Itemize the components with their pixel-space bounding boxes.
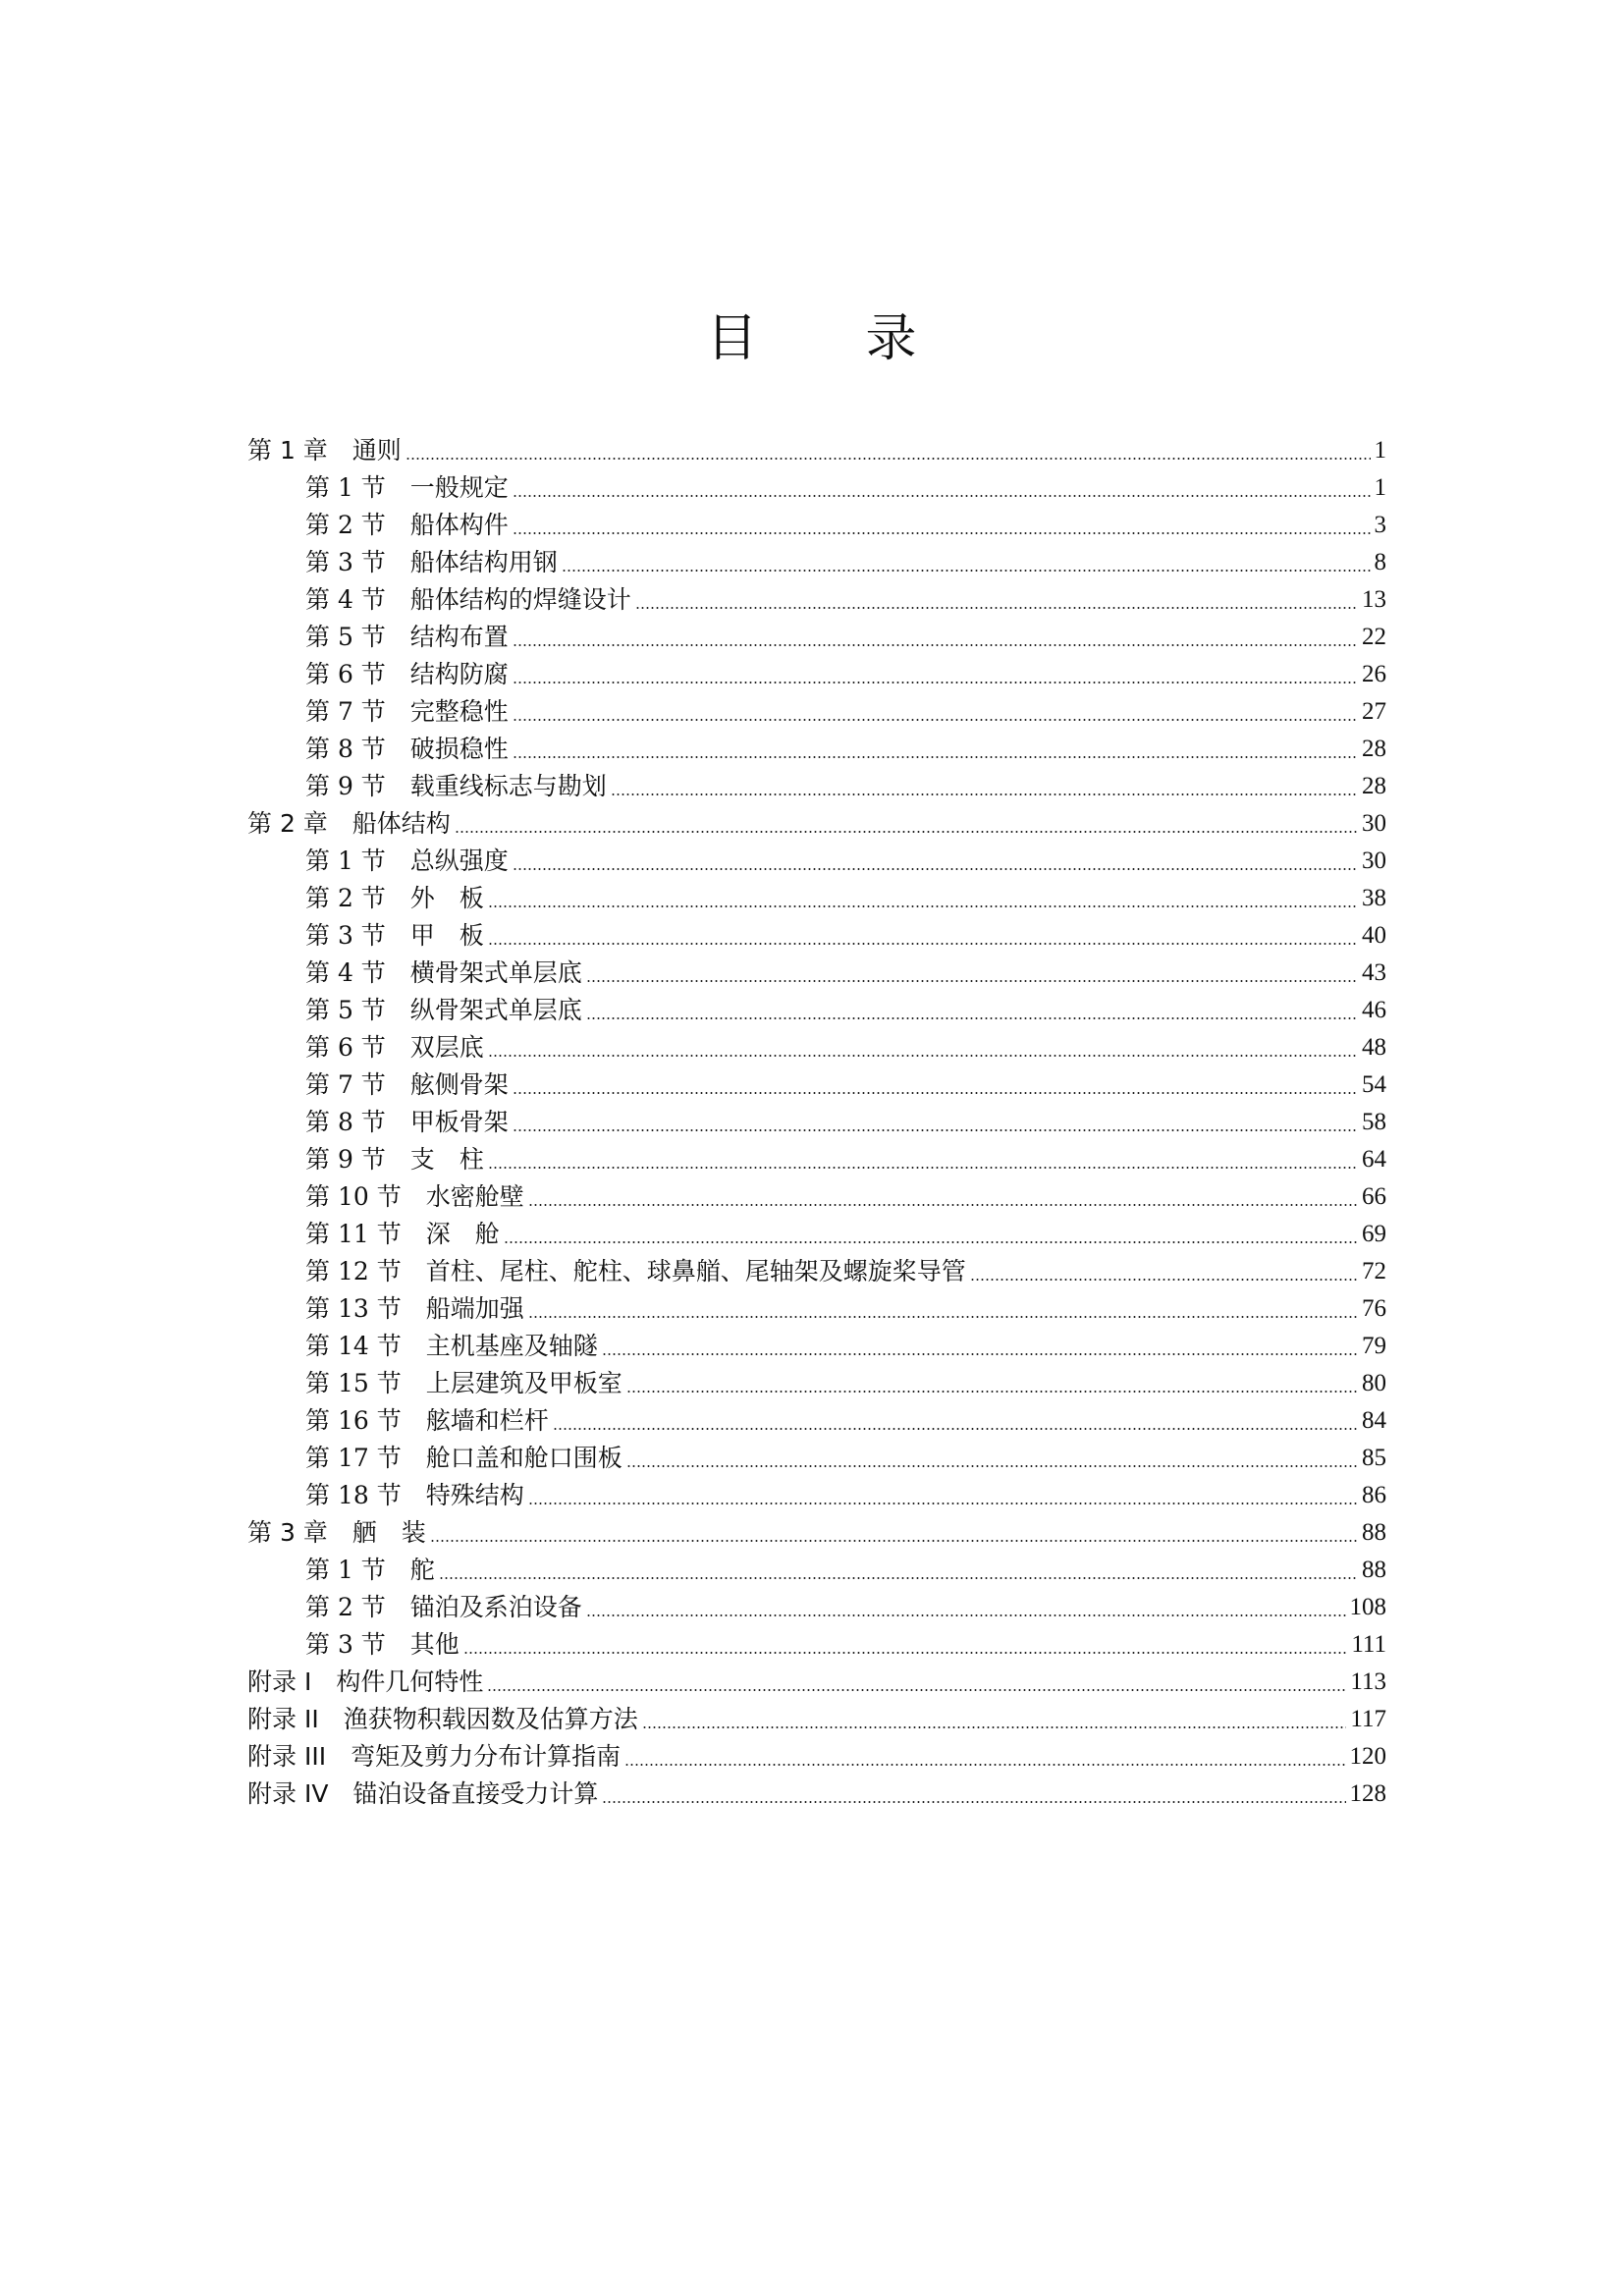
toc-section-entry[interactable] xyxy=(247,1552,1386,1589)
dot-leader xyxy=(430,1540,1358,1542)
toc-entry-label: 第 2 节 锚泊及系泊设备 xyxy=(305,1593,582,1621)
dot-leader xyxy=(611,793,1358,795)
toc-entry-label: 第 6 节 双层底 xyxy=(305,1033,484,1062)
toc-entry-label: 第 8 节 破损稳性 xyxy=(305,735,509,763)
toc-section-entry[interactable] xyxy=(247,619,1386,656)
toc-entry-label: 第 1 节 总纵强度 xyxy=(305,847,509,875)
toc-entry-label: 第 11 节 深 舱 xyxy=(305,1220,500,1248)
toc-section-entry[interactable] xyxy=(247,469,1386,507)
toc-entry-page-number: 30 xyxy=(1362,847,1386,874)
toc-entry-label: 第 2 节 外 板 xyxy=(305,884,484,912)
toc-entry-label: 第 15 节 上层建筑及甲板室 xyxy=(305,1369,622,1397)
toc-entry-label: 附录 IV 锚泊设备直接受力计算 xyxy=(247,1779,599,1808)
toc-chapter-entry[interactable] xyxy=(247,1738,1386,1776)
toc-section-entry[interactable] xyxy=(247,1290,1386,1328)
dot-leader xyxy=(513,532,1371,534)
toc-entry-label: 第 17 节 舱口盖和舱口围板 xyxy=(305,1444,622,1472)
dot-leader xyxy=(528,1503,1358,1504)
title-char-2: 录 xyxy=(865,309,917,368)
toc-section-entry[interactable] xyxy=(247,507,1386,544)
toc-entry-page-number: 28 xyxy=(1362,736,1386,762)
dot-leader xyxy=(504,1241,1358,1243)
toc-entry-label: 附录 II 渔获物积载因数及估算方法 xyxy=(247,1705,638,1733)
toc-section-entry[interactable] xyxy=(247,1626,1386,1664)
toc-section-entry[interactable] xyxy=(247,544,1386,581)
dot-leader xyxy=(488,1055,1358,1057)
toc-entry-page-number: 40 xyxy=(1362,922,1386,949)
toc-entry-label: 第 8 节 甲板骨架 xyxy=(305,1108,509,1136)
dot-leader xyxy=(513,756,1358,758)
toc-entry-page-number: 69 xyxy=(1362,1221,1386,1247)
dot-leader xyxy=(626,1465,1358,1467)
toc-section-entry[interactable] xyxy=(247,1589,1386,1626)
table-of-contents xyxy=(247,432,1386,1813)
toc-entry-label: 第 1 节 舵 xyxy=(305,1556,435,1584)
dot-leader xyxy=(513,1092,1358,1094)
toc-entry-page-number: 8 xyxy=(1374,549,1386,575)
dot-leader xyxy=(624,1764,1345,1766)
toc-entry-label: 第 10 节 水密舱壁 xyxy=(305,1182,524,1211)
toc-entry-label: 第 3 节 船体结构用钢 xyxy=(305,548,558,576)
toc-entry-page-number: 64 xyxy=(1362,1146,1386,1173)
toc-entry-page-number: 22 xyxy=(1362,624,1386,650)
toc-entry-label: 第 7 节 完整稳性 xyxy=(305,697,509,726)
dot-leader xyxy=(513,495,1371,497)
toc-entry-page-number: 120 xyxy=(1349,1743,1386,1770)
toc-entry-page-number: 66 xyxy=(1362,1183,1386,1210)
toc-entry-label: 第 4 节 横骨架式单层底 xyxy=(305,958,582,987)
dot-leader xyxy=(528,1316,1358,1318)
toc-entry-page-number: 1 xyxy=(1374,474,1386,501)
toc-entry-label: 第 5 节 结构布置 xyxy=(305,623,509,651)
toc-section-entry[interactable] xyxy=(247,1253,1386,1290)
dot-leader xyxy=(513,868,1358,870)
toc-entry-label: 第 3 节 甲 板 xyxy=(305,921,484,950)
toc-chapter-entry[interactable] xyxy=(247,1514,1386,1552)
toc-section-entry[interactable] xyxy=(247,955,1386,992)
toc-entry-label: 第 6 节 结构防腐 xyxy=(305,660,509,688)
toc-entry-page-number: 72 xyxy=(1362,1258,1386,1285)
toc-section-entry[interactable] xyxy=(247,1328,1386,1365)
toc-entry-page-number: 85 xyxy=(1362,1445,1386,1471)
dot-leader xyxy=(553,1428,1358,1430)
toc-entry-label: 第 14 节 主机基座及轴隧 xyxy=(305,1332,598,1360)
toc-entry-label: 第 3 章 舾 装 xyxy=(247,1518,426,1547)
toc-section-entry[interactable] xyxy=(247,1216,1386,1253)
toc-section-entry[interactable] xyxy=(247,693,1386,731)
dot-leader xyxy=(513,644,1358,646)
toc-entry-label: 第 3 节 其他 xyxy=(305,1630,460,1659)
page-title xyxy=(0,300,1623,378)
toc-chapter-entry[interactable] xyxy=(247,1664,1386,1701)
toc-section-entry[interactable] xyxy=(247,1141,1386,1178)
toc-entry-label: 附录 III 弯矩及剪力分布计算指南 xyxy=(247,1742,622,1771)
toc-section-entry[interactable] xyxy=(247,1104,1386,1141)
dot-leader xyxy=(586,1017,1358,1019)
toc-section-entry[interactable] xyxy=(247,880,1386,917)
toc-section-entry[interactable] xyxy=(247,731,1386,768)
toc-section-entry[interactable] xyxy=(247,1402,1386,1440)
dot-leader xyxy=(626,1391,1358,1393)
dot-leader xyxy=(455,831,1358,833)
toc-section-entry[interactable] xyxy=(247,917,1386,955)
toc-entry-label: 第 18 节 特殊结构 xyxy=(305,1481,524,1509)
toc-entry-page-number: 26 xyxy=(1362,661,1386,687)
toc-chapter-entry[interactable] xyxy=(247,432,1386,469)
toc-entry-page-number: 54 xyxy=(1362,1071,1386,1098)
dot-leader xyxy=(439,1577,1358,1579)
toc-entry-label: 第 9 节 载重线标志与勘划 xyxy=(305,772,607,800)
toc-chapter-entry[interactable] xyxy=(247,1776,1386,1813)
dot-leader xyxy=(488,905,1358,907)
toc-entry-page-number: 46 xyxy=(1362,997,1386,1023)
dot-leader xyxy=(488,943,1358,945)
dot-leader xyxy=(602,1801,1345,1803)
toc-entry-label: 第 9 节 支 柱 xyxy=(305,1145,484,1174)
toc-entry-page-number: 27 xyxy=(1362,698,1386,725)
dot-leader xyxy=(586,980,1358,982)
dot-leader xyxy=(488,1167,1358,1169)
toc-section-entry[interactable] xyxy=(247,656,1386,693)
toc-entry-page-number: 38 xyxy=(1362,885,1386,911)
toc-section-entry[interactable] xyxy=(247,581,1386,619)
toc-section-entry[interactable] xyxy=(247,1440,1386,1477)
toc-section-entry[interactable] xyxy=(247,768,1386,805)
toc-entry-page-number: 76 xyxy=(1362,1295,1386,1322)
dot-leader xyxy=(487,1689,1346,1691)
toc-entry-page-number: 117 xyxy=(1350,1706,1386,1732)
dot-leader xyxy=(463,1652,1348,1654)
toc-section-entry[interactable] xyxy=(247,1029,1386,1066)
toc-entry-label: 第 1 章 通则 xyxy=(247,436,402,465)
toc-entry-label: 第 16 节 舷墙和栏杆 xyxy=(305,1406,549,1435)
toc-entry-label: 第 7 节 舷侧骨架 xyxy=(305,1070,509,1099)
toc-entry-page-number: 48 xyxy=(1362,1034,1386,1061)
dot-leader xyxy=(602,1353,1358,1355)
toc-entry-page-number: 43 xyxy=(1362,959,1386,986)
toc-entry-label: 第 12 节 首柱、尾柱、舵柱、球鼻艏、尾轴架及螺旋桨导管 xyxy=(305,1257,966,1285)
toc-entry-label: 第 13 节 船端加强 xyxy=(305,1294,524,1323)
dot-leader xyxy=(406,458,1371,460)
toc-entry-page-number: 86 xyxy=(1362,1482,1386,1508)
toc-entry-label: 第 2 章 船体结构 xyxy=(247,809,451,838)
dot-leader xyxy=(513,682,1358,683)
toc-entry-page-number: 30 xyxy=(1362,810,1386,837)
toc-chapter-entry[interactable] xyxy=(247,1701,1386,1738)
toc-entry-page-number: 3 xyxy=(1374,512,1386,538)
toc-entry-page-number: 111 xyxy=(1351,1631,1386,1658)
toc-entry-page-number: 28 xyxy=(1362,773,1386,799)
dot-leader xyxy=(528,1204,1358,1206)
dot-leader xyxy=(562,570,1371,572)
toc-entry-page-number: 13 xyxy=(1362,586,1386,613)
toc-entry-label: 第 1 节 一般规定 xyxy=(305,473,509,502)
toc-entry-label: 第 4 节 船体结构的焊缝设计 xyxy=(305,585,631,614)
toc-chapter-entry[interactable] xyxy=(247,805,1386,843)
dot-leader xyxy=(642,1726,1347,1728)
toc-section-entry[interactable] xyxy=(247,992,1386,1029)
toc-entry-page-number: 88 xyxy=(1362,1519,1386,1546)
toc-entry-page-number: 1 xyxy=(1374,437,1386,464)
dot-leader xyxy=(513,719,1358,721)
toc-section-entry[interactable] xyxy=(247,1066,1386,1104)
dot-leader xyxy=(586,1614,1346,1616)
dot-leader xyxy=(635,607,1358,609)
toc-section-entry[interactable] xyxy=(247,1477,1386,1514)
toc-entry-page-number: 84 xyxy=(1362,1407,1386,1434)
toc-entry-page-number: 58 xyxy=(1362,1109,1386,1135)
toc-entry-page-number: 79 xyxy=(1362,1333,1386,1359)
toc-entry-page-number: 113 xyxy=(1350,1668,1386,1695)
toc-entry-page-number: 108 xyxy=(1349,1594,1386,1620)
toc-section-entry[interactable] xyxy=(247,1365,1386,1402)
toc-entry-label: 附录 I 构件几何特性 xyxy=(247,1667,484,1696)
toc-entry-page-number: 80 xyxy=(1362,1370,1386,1396)
toc-entry-page-number: 128 xyxy=(1349,1780,1386,1807)
toc-section-entry[interactable] xyxy=(247,1178,1386,1216)
toc-entry-label: 第 5 节 纵骨架式单层底 xyxy=(305,996,582,1024)
title-char-1: 目 xyxy=(706,309,758,368)
dot-leader xyxy=(513,1129,1358,1131)
toc-entry-label: 第 2 节 船体构件 xyxy=(305,511,509,539)
dot-leader xyxy=(970,1279,1358,1281)
toc-entry-page-number: 88 xyxy=(1362,1557,1386,1583)
toc-section-entry[interactable] xyxy=(247,843,1386,880)
